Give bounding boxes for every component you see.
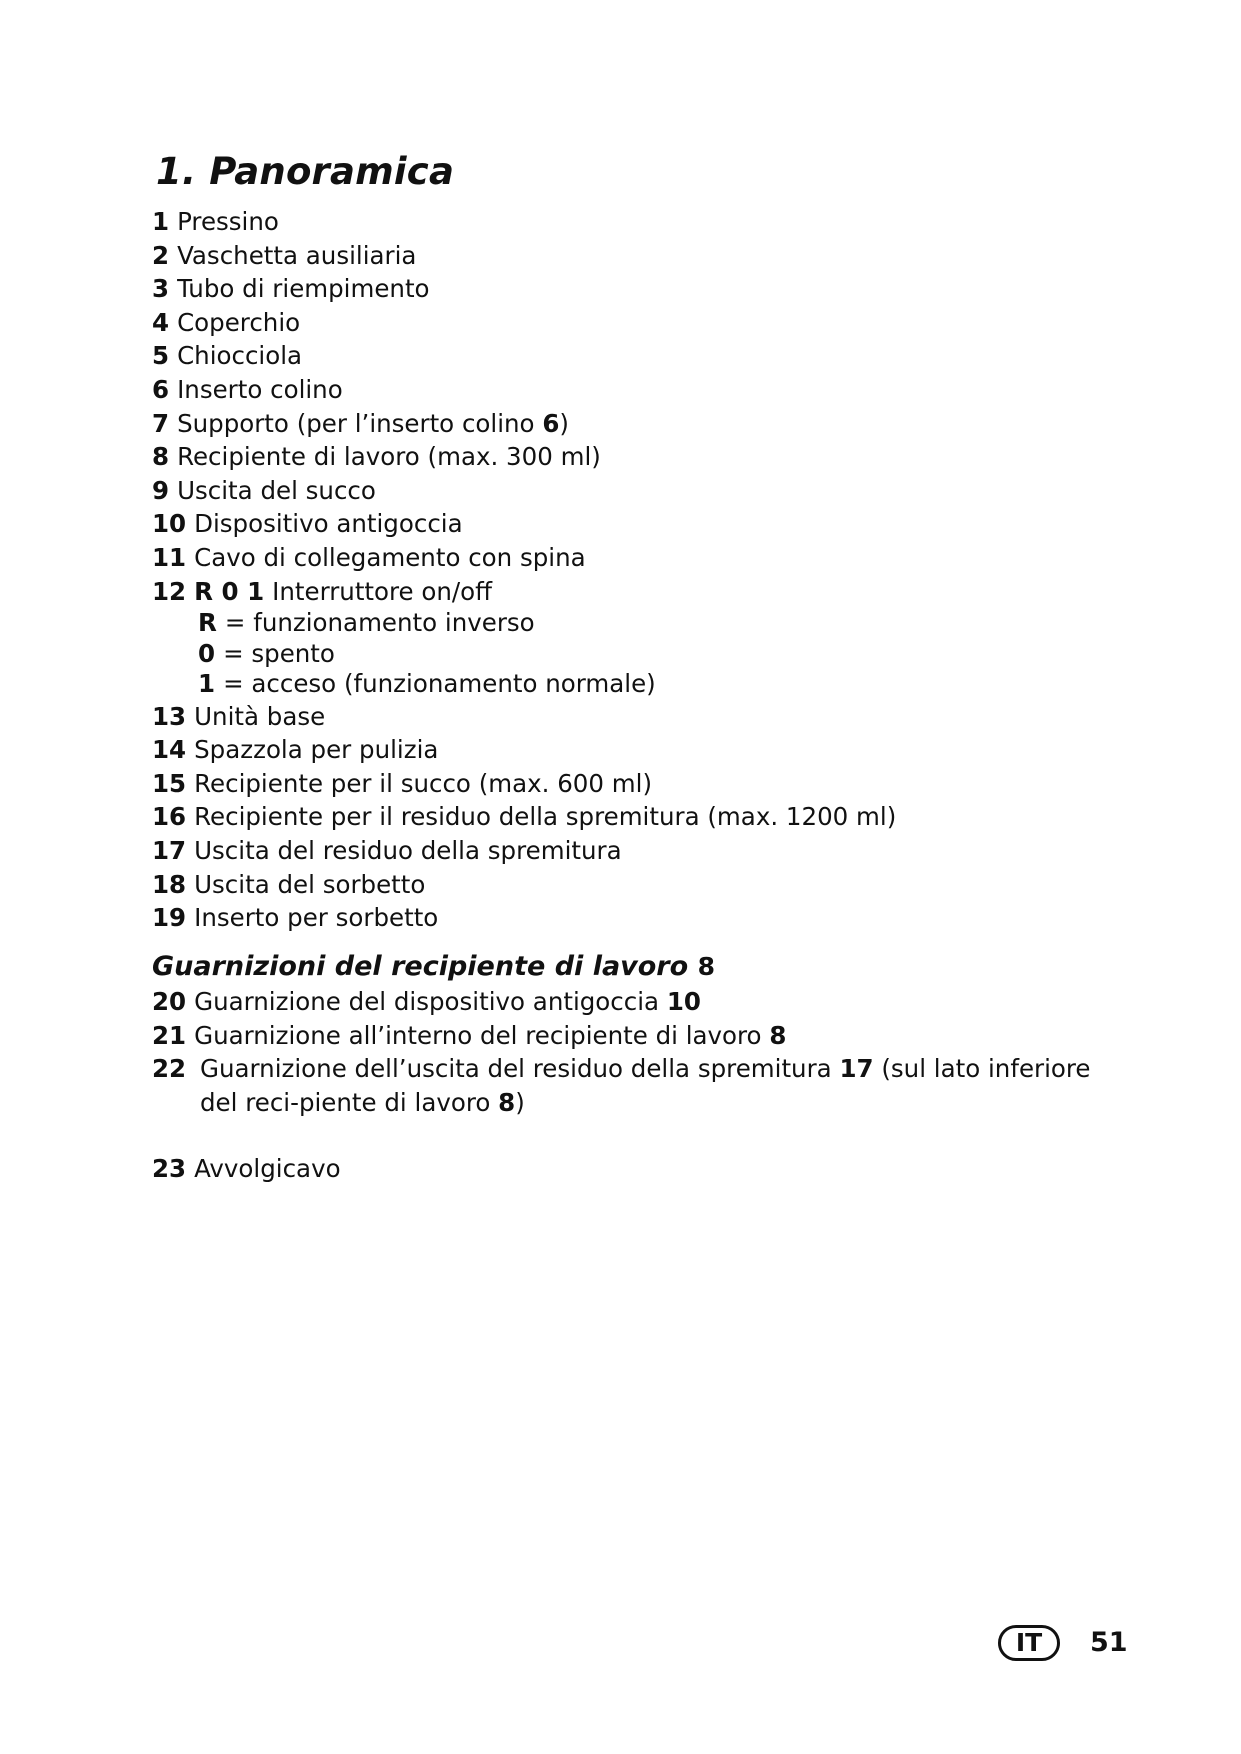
item-label: Coperchio — [177, 307, 301, 337]
item-label: Recipiente per il succo (max. 600 ml) — [194, 768, 653, 798]
switch-key: 0 — [198, 638, 216, 668]
list-item — [152, 1052, 1135, 1119]
list-item — [152, 1152, 341, 1186]
item-label: Vaschetta ausiliaria — [177, 240, 417, 270]
item-label: Recipiente per il residuo della spremitura (max. 1200 ml) — [194, 802, 897, 832]
list-item — [152, 407, 896, 441]
item-reference: 6 — [542, 408, 560, 438]
list-item — [152, 868, 896, 902]
item-number: 21 — [152, 1020, 187, 1050]
item-label: Chiocciola — [177, 341, 303, 371]
section-subtitle — [152, 951, 715, 982]
item-number: 4 — [152, 307, 170, 337]
item-number: 23 — [152, 1154, 187, 1183]
item-label: Unità base — [194, 701, 326, 731]
list-item — [152, 901, 896, 935]
page-title: 1. Panoramica — [156, 150, 455, 193]
list-item — [152, 239, 896, 273]
item-label: Uscita del residuo della spremitura — [194, 836, 622, 865]
list-item — [152, 373, 896, 407]
item-label: Guarnizione del dispositivo antigoccia — [194, 987, 667, 1016]
item-number: 11 — [152, 542, 187, 572]
item-label: Inserto colino — [177, 374, 343, 404]
item-number: 9 — [152, 475, 170, 505]
item-label: Dispositivo antigoccia — [194, 509, 463, 539]
switch-key: 1 — [198, 669, 216, 699]
item-number: 10 — [152, 509, 187, 539]
switch-codes: R 0 1 — [194, 576, 265, 606]
item-number: 7 — [152, 408, 170, 438]
subtitle-text: Guarnizioni del recipiente di lavoro — [152, 951, 689, 982]
list-item — [152, 507, 896, 541]
list-item — [152, 474, 896, 508]
item-reference: 8 — [769, 1020, 787, 1050]
gasket-list — [152, 985, 1135, 1119]
list-item — [152, 541, 896, 575]
item-label: Interruttore on/off — [272, 576, 493, 606]
list-item — [152, 1019, 1135, 1053]
item-label: Uscita del sorbetto — [194, 869, 426, 899]
item-reference: 8 — [498, 1087, 516, 1117]
item-label: Pressino — [177, 207, 279, 236]
list-item — [152, 733, 896, 767]
item-label-end: ) — [515, 1087, 525, 1117]
item-number: 12 — [152, 576, 187, 606]
item-label-end: ) — [559, 408, 569, 438]
item-number: 22 — [152, 1054, 187, 1084]
language-badge: IT — [998, 1625, 1060, 1661]
item-number: 1 — [152, 207, 170, 236]
item-number: 18 — [152, 869, 187, 899]
item-number: 6 — [152, 374, 170, 404]
switch-label: = funzionamento inverso — [224, 608, 535, 638]
switch-label: = spento — [223, 638, 335, 668]
item-label: Inserto per sorbetto — [194, 903, 439, 933]
page-number: 51 — [1090, 1627, 1128, 1658]
item-label: Guarnizione dell’uscita del residuo della spremitura — [200, 1054, 840, 1084]
item-label: Uscita del succo — [177, 475, 376, 505]
item-label: Recipiente di lavoro (max. 300 ml) — [177, 442, 601, 472]
item-label: Supporto (per l’inserto colino — [177, 408, 543, 438]
list-item — [152, 575, 896, 609]
item-label: Spazzola per pulizia — [194, 735, 439, 765]
item-number: 20 — [152, 987, 187, 1016]
item-number: 15 — [152, 768, 187, 798]
item-number: 2 — [152, 240, 170, 270]
item-reference: 10 — [666, 987, 701, 1016]
item-number: 17 — [152, 836, 187, 865]
item-label: Avvolgicavo — [194, 1154, 341, 1183]
parts-list — [152, 205, 896, 935]
item-number: 3 — [152, 274, 170, 304]
item-number: 5 — [152, 341, 170, 371]
switch-label: = acceso (funzionamento normale) — [223, 669, 656, 699]
subtitle-reference: 8 — [697, 952, 715, 981]
item-number: 13 — [152, 701, 187, 731]
switch-position — [152, 608, 896, 639]
list-item — [152, 985, 1135, 1019]
list-item — [152, 306, 896, 340]
item-label: Cavo di collegamento con spina — [194, 542, 586, 572]
item-label-continued: (sul lato inferiore del reci-piente di lavoro — [200, 1054, 1091, 1117]
item-label: Tubo di riempimento — [177, 274, 430, 304]
item-number: 14 — [152, 735, 187, 765]
list-item — [152, 272, 896, 306]
list-item — [152, 800, 896, 834]
list-item — [152, 700, 896, 734]
switch-key: R — [198, 608, 217, 638]
item-number: 8 — [152, 442, 170, 472]
item-number: 16 — [152, 802, 187, 832]
list-item — [152, 205, 896, 239]
item-number: 19 — [152, 903, 187, 933]
switch-position — [152, 669, 896, 700]
list-item — [152, 339, 896, 373]
list-item — [152, 440, 896, 474]
list-item — [152, 767, 896, 801]
item-label: Guarnizione all’interno del recipiente di lavoro — [194, 1020, 770, 1050]
switch-position — [152, 639, 896, 670]
item-reference: 17 — [839, 1054, 874, 1084]
list-item — [152, 834, 896, 868]
